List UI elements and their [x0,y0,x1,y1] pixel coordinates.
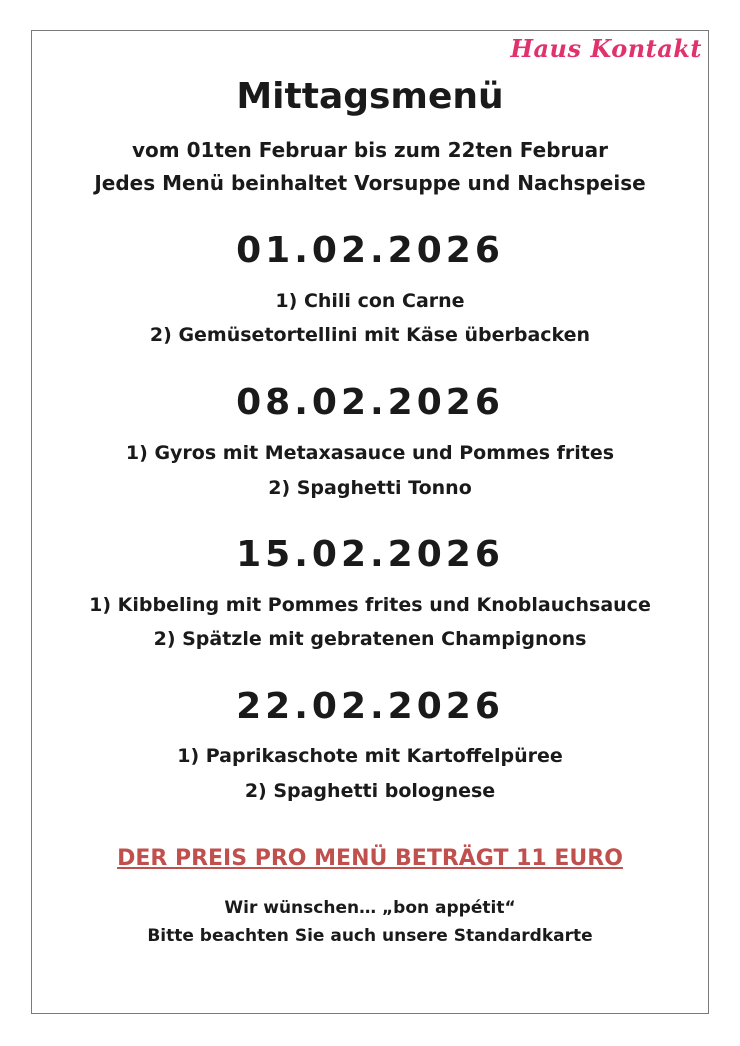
menu-dish: 1) Chili con Carne [275,290,465,312]
menu-date: 15.02.2026 [236,534,504,575]
menu-includes-note: Jedes Menü beinhaltet Vorsuppe und Nachspeise [94,171,646,195]
menu-dish: 2) Spaghetti bolognese [244,780,496,802]
menu-period: vom 01ten Februar bis zum 22ten Februar [132,138,608,162]
menu-dish: 1) Gyros mit Metaxasauce und Pommes frites [125,442,615,464]
price-note: DER PREIS PRO MENÜ BETRÄGT 11 EURO [117,846,623,871]
menu-date: 01.02.2026 [236,230,504,271]
menu-dish: 1) Paprikaschote mit Kartoffelpüree [177,745,563,767]
menu-dish: 2) Gemüsetortellini mit Käse überbacken [149,324,591,346]
brand-logo: Haus Kontakt [510,34,702,63]
footer-standard-menu-note: Bitte beachten Sie auch unsere Standardkarte [147,926,593,946]
menu-date: 08.02.2026 [236,382,504,423]
page-title: Mittagsmenü [236,76,504,117]
menu-dish: 2) Spaghetti Tonno [268,477,472,499]
menu-date: 22.02.2026 [236,686,504,727]
footer-greeting: Wir wünschen… „bon appétit“ [224,898,516,918]
menu-dish: 1) Kibbeling mit Pommes frites und Knoblauchsauce [89,594,651,616]
menu-dish: 2) Spätzle mit gebratenen Champignons [153,628,587,650]
